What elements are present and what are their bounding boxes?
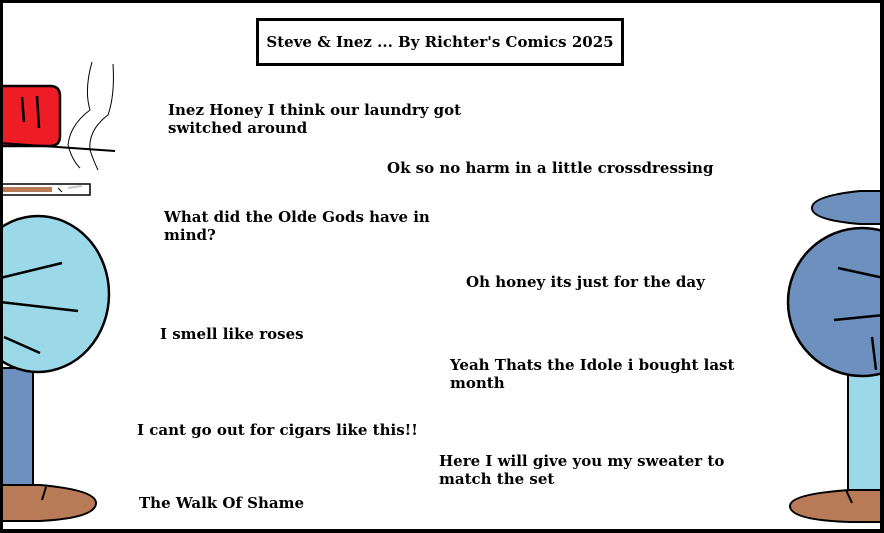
dialogue-line: Oh honey its just for the day [466,273,705,291]
dialogue-line: The Walk Of Shame [139,494,305,512]
smoke [68,62,92,168]
dialogue-line: I smell like roses [160,325,304,343]
steve-head [0,216,109,372]
steve-character [0,62,115,521]
comic-title: Steve & Inez ... By Richter's Comics 2025 [266,33,614,51]
title-box [256,18,624,66]
dialogue-line: Ok so no harm in a little crossdressing [387,159,714,177]
inez-shoe [790,490,884,522]
inez-hat [812,191,884,224]
inez-character [788,191,884,522]
steve-shoe [0,485,96,521]
inez-legs [848,365,884,495]
dialogue-line: Here I will give you my sweater to match the set [439,452,725,488]
dialogue-line: I cant go out for cigars like this!! [137,421,418,439]
steve-legs [0,368,33,492]
inez-head [788,228,884,376]
dialogue-line: Yeah Thats the Idole i bought last month [450,356,735,392]
steve-hat [0,86,60,146]
dialogue-line: Inez Honey I think our laundry got switched around [168,101,462,137]
dialogue-line: What did the Olde Gods have in mind? [164,208,430,244]
